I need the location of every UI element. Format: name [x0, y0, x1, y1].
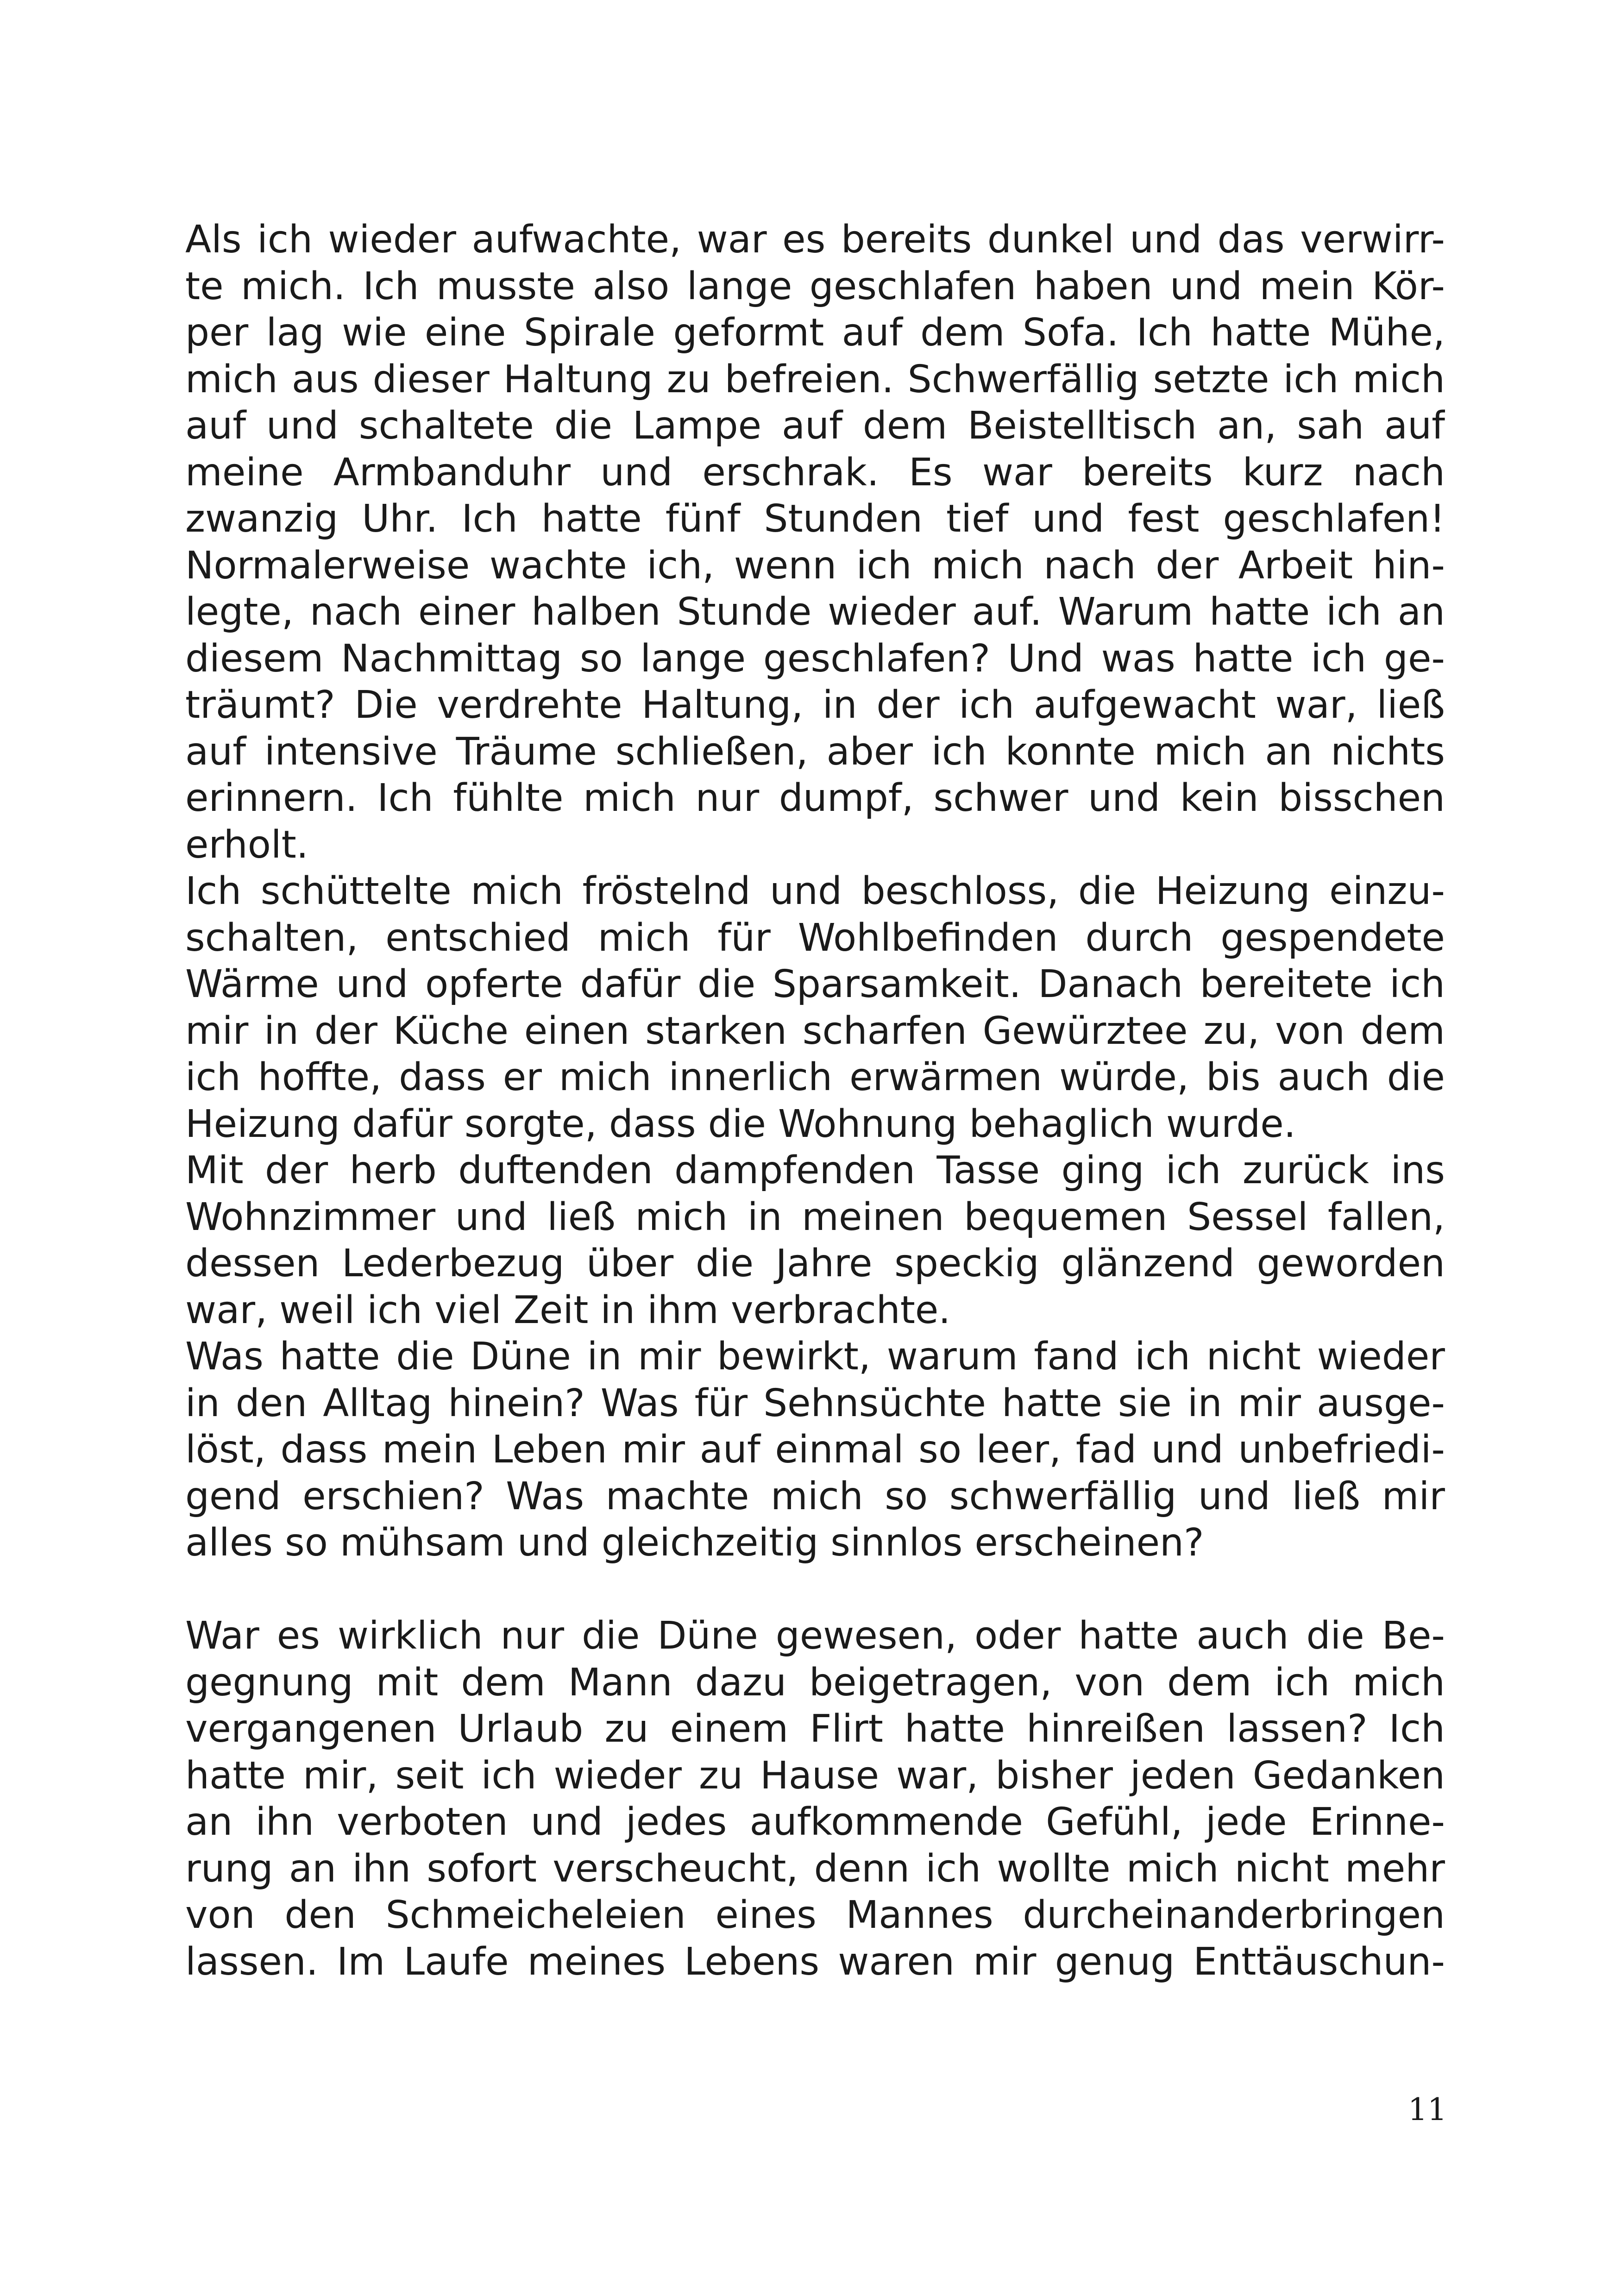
paragraph: [185, 217, 1445, 868]
text-line: Wärme und opferte dafür die Sparsamkeit. Danach bereitete ich: [185, 962, 1445, 1006]
text-line: schalten, entschied mich für Wohlbefinden durch gespendete: [185, 916, 1445, 960]
text-line: auf und schaltete die Lampe auf dem Beistelltisch an, sah auf: [185, 404, 1445, 448]
text-line: Heizung dafür sorgte, dass die Wohnung behaglich wurde.: [185, 1102, 1296, 1146]
paragraph: [185, 1148, 1445, 1334]
text-line: in den Alltag hinein? Was für Sehnsüchte hatte sie in mir ausge-: [185, 1381, 1445, 1425]
text-line: Ich schüttelte mich fröstelnd und beschloss, die Heizung einzu-: [185, 869, 1445, 913]
page-number: 11: [1408, 2092, 1447, 2127]
text-line: mir in der Küche einen starken scharfen Gewürztee zu, von dem: [185, 1009, 1445, 1053]
paragraph: [185, 1334, 1445, 1567]
text-line: träumt? Die verdrehte Haltung, in der ich aufgewacht war, ließ: [185, 683, 1445, 727]
text-line: alles so mühsam und gleichzeitig sinnlos erscheinen?: [185, 1521, 1204, 1565]
text-line: hatte mir, seit ich wieder zu Hause war, bisher jeden Gedanken: [185, 1753, 1445, 1798]
paragraph-gap: [185, 1567, 1445, 1613]
paragraph: [185, 1613, 1445, 1985]
text-line: diesem Nachmittag so lange geschlafen? Und was hatte ich ge-: [185, 636, 1445, 681]
text-line: löst, dass mein Leben mir auf einmal so leer, fad und unbefriedi-: [185, 1428, 1445, 1472]
text-line: War es wirklich nur die Düne gewesen, oder hatte auch die Be-: [185, 1614, 1445, 1658]
text-line: te mich. Ich musste also lange geschlafen haben und mein Kör-: [185, 264, 1445, 308]
text-line: war, weil ich viel Zeit in ihm verbrachte.: [185, 1288, 951, 1332]
text-line: Was hatte die Düne in mir bewirkt, warum fand ich nicht wieder: [185, 1335, 1445, 1379]
text-line: gegnung mit dem Mann dazu beigetragen, von dem ich mich: [185, 1660, 1445, 1705]
text-line: rung an ihn sofort verscheucht, denn ich wollte mich nicht mehr: [185, 1846, 1445, 1891]
text-line: an ihn verboten und jedes aufkommende Gefühl, jede Erinne-: [185, 1800, 1445, 1844]
text-line: von den Schmeicheleien eines Mannes durcheinanderbringen: [185, 1893, 1445, 1937]
text-line: erinnern. Ich fühlte mich nur dumpf, schwer und kein bisschen: [185, 776, 1445, 820]
text-line: ich hoffte, dass er mich innerlich erwärmen würde, bis auch die: [185, 1055, 1445, 1099]
text-line: zwanzig Uhr. Ich hatte fünf Stunden tief und fest geschlafen!: [185, 497, 1445, 541]
text-line: Wohnzimmer und ließ mich in meinen bequemen Sessel fallen,: [185, 1195, 1445, 1239]
text-line: erholt.: [185, 822, 308, 867]
text-line: per lag wie eine Spirale geformt auf dem Sofa. Ich hatte Mühe,: [185, 311, 1445, 355]
text-line: legte, nach einer halben Stunde wieder auf. Warum hatte ich an: [185, 590, 1445, 634]
text-line: gend erschien? Was machte mich so schwerfällig und ließ mir: [185, 1474, 1445, 1518]
text-line: mich aus dieser Haltung zu befreien. Schwerfällig setzte ich mich: [185, 357, 1445, 401]
text-line: Als ich wieder aufwachte, war es bereits dunkel und das verwirr-: [185, 218, 1445, 262]
text-line: meine Armbanduhr und erschrak. Es war bereits kurz nach: [185, 450, 1445, 495]
body-text: [185, 217, 1445, 1985]
text-line: dessen Lederbezug über die Jahre speckig glänzend geworden: [185, 1242, 1445, 1286]
text-line: Mit der herb duftenden dampfenden Tasse ging ich zurück ins: [185, 1148, 1445, 1192]
text-line: lassen. Im Laufe meines Lebens waren mir genug Enttäuschun-: [185, 1939, 1445, 1984]
text-line: auf intensive Träume schließen, aber ich konnte mich an nichts: [185, 729, 1445, 774]
paragraph: [185, 868, 1445, 1148]
text-line: vergangenen Urlaub zu einem Flirt hatte hinreißen lassen? Ich: [185, 1707, 1445, 1751]
text-line: Normalerweise wachte ich, wenn ich mich nach der Arbeit hin-: [185, 543, 1445, 588]
